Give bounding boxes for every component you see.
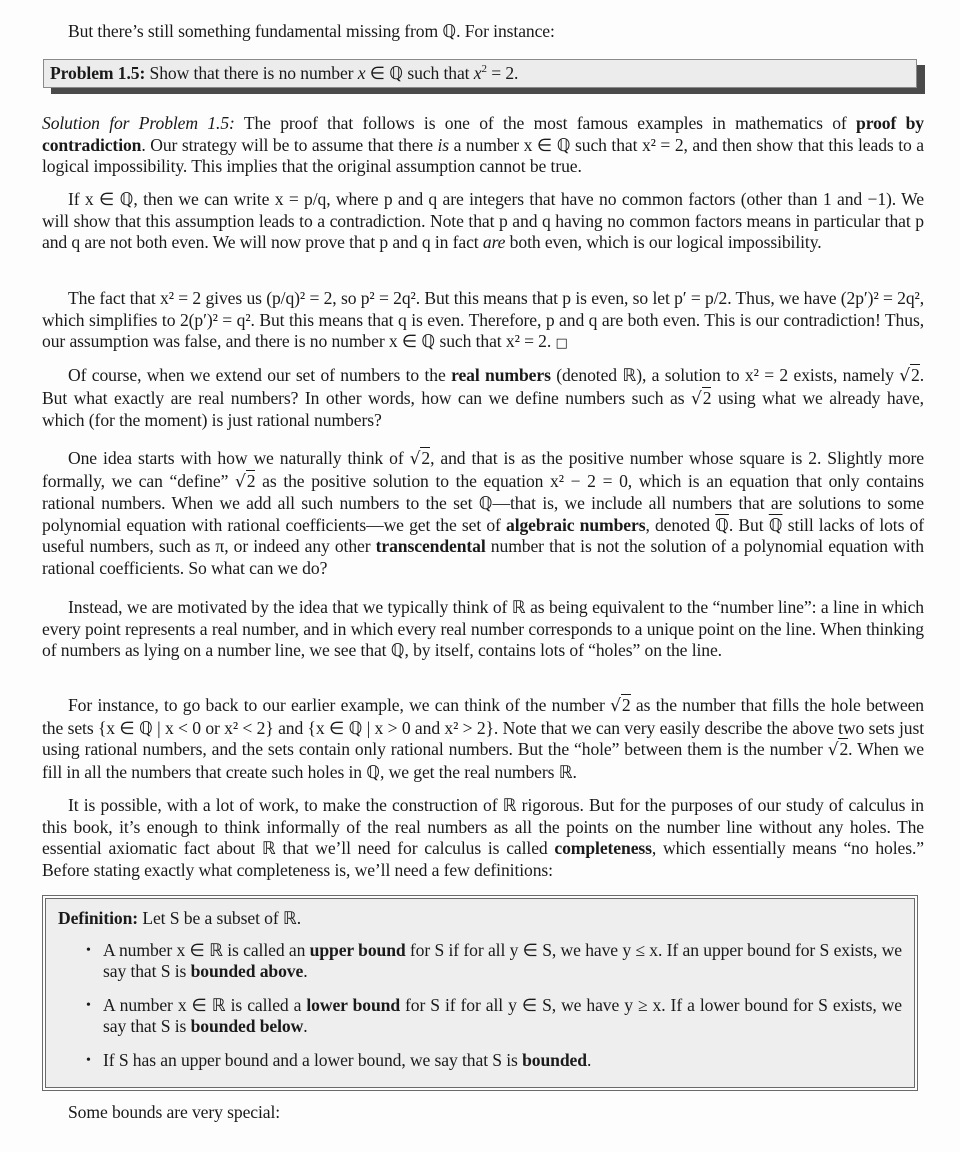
paragraph-text: still lacks of lots of useful numbers, such as π, or indeed any other: [42, 514, 924, 557]
solution-lead: Solution for Problem 1.5:: [42, 113, 235, 133]
paragraph-algebraic-numbers: [42, 448, 924, 580]
paragraph-text: both even, which is our logical impossibility.: [505, 232, 822, 253]
term-transcendental: transcendental: [375, 536, 486, 557]
bullet-icon: •: [86, 997, 91, 1013]
intro-line: But there’s still something fundamental missing from ℚ. For instance:: [68, 21, 555, 41]
radical-icon: √: [691, 388, 702, 409]
qed-square-icon: □: [555, 336, 568, 352]
definition-intro: Let S be a subset of ℝ.: [138, 908, 302, 928]
problem-exponent: 2: [481, 63, 487, 75]
term-upper-bound: upper bound: [309, 939, 406, 960]
paragraph-holes: [42, 695, 924, 783]
paragraph-number-line: Instead, we are motivated by the idea that we typically think of ℝ as being equivalent to the “number line”: a line in which every point represents a real number, and in which every real number corresponds to a unique point on the line. When thinking of numbers as lying on a number line, we see that ℚ, by itself, contains lots of “holes” on the line.: [42, 597, 924, 661]
paragraph-text: Of course, when we extend our set of numbers to the: [68, 365, 452, 385]
problem-in-q: ∈ ℚ such that: [365, 63, 474, 83]
paragraph-completeness: [42, 795, 924, 881]
emphasis-is: is: [437, 134, 450, 155]
item-text: If S has an upper bound and a lower bound, we say that S is: [103, 1049, 523, 1070]
problem-text-after: = 2.: [486, 63, 519, 83]
sqrt-2: √2: [899, 365, 920, 386]
solution-text: a number x ∈ ℚ such that x² = 2, and then show that this leads to a logical impossibility. This implies that the original assumption cannot be true.: [42, 134, 924, 177]
paragraph-text: as the positive solution to the equation x² − 2 = 0, which is an equation that only contains rational numbers. When we add all such numbers to the set ℚ—that is, we include all numbers that are solutions to some polynomial equation with rational coefficients—we get the set of: [42, 470, 924, 535]
sqrt-2: √2: [827, 739, 849, 761]
bullet-icon: •: [86, 1052, 91, 1068]
item-text: .: [586, 1049, 592, 1070]
term-completeness: completeness: [554, 838, 652, 859]
solution-paragraph: [42, 113, 924, 178]
definition-item-lower-bound: [58, 995, 902, 1038]
outro-line: Some bounds are very special:: [68, 1102, 281, 1122]
bullet-icon: •: [86, 942, 91, 958]
paragraph-text: , which essentially means “no holes.” Before stating exactly what completeness is, we’ll need a few definitions:: [42, 838, 924, 880]
paragraph-text: , and that is as the positive number whose square is 2. Slightly more formally, we can “define”: [42, 448, 924, 491]
problem-label: Problem 1.5:: [50, 63, 146, 83]
paragraph-text: It is possible, with a lot of work, to make the construction of ℝ rigorous. But for the purposes of our study of calculus in this book, it’s enough to think informally of the real numbers as all the points on the number line without any holes. The essential axiomatic fact about ℝ that we’ll need for calculus is called: [42, 795, 924, 859]
term-bounded-above: bounded above: [190, 961, 304, 982]
paragraph-text: , denoted: [645, 514, 716, 535]
radical-icon: √: [827, 740, 839, 761]
term-bounded: bounded: [522, 1049, 587, 1070]
paragraph-text: . When we fill in all the numbers that create such holes in ℚ, we get the real numbers ℝ.: [42, 739, 924, 782]
definition-label: Definition:: [58, 908, 139, 928]
definition-inner: [45, 898, 915, 1088]
item-text: A number x ∈ ℝ is called a: [103, 994, 307, 1015]
emphasis-are: are: [482, 232, 506, 253]
term-algebraic-numbers: algebraic numbers: [506, 514, 646, 535]
paragraph-text: For instance, to go back to our earlier example, we can think of the number: [68, 695, 611, 715]
item-text: .: [303, 1016, 308, 1037]
term-proof-by-contradiction: proof by contradiction: [42, 113, 924, 155]
problem-text-before: Show that there is no number: [149, 63, 358, 83]
paragraph-text: If x ∈ ℚ, then we can write x = p/q, where p and q are integers that have no common factors (other than 1 and −1). We will show that this assumption leads to a contradiction. Note that p and q having no common factors means in particular that p and q are not both even. We will now prove that p and q in fact: [42, 189, 924, 253]
paragraph-text: The fact that x² = 2 gives us (p/q)² = 2, so p² = 2q². But this means that p is even, so let p′ = p/2. Thus, we have (2p′)² = 2q², which simplifies to 2(p′)² = q². But this means that q is even. Therefore, p and q are both even. This is our contradiction! Thus, our assumption was false, and there is no number x ∈ ℚ such that x² = 2.: [42, 288, 924, 352]
definition-box: [42, 895, 918, 1091]
definition-item-bounded: [58, 1050, 902, 1072]
paragraph-text: One idea starts with how we naturally think of: [68, 448, 410, 468]
item-text: for S if for all y ∈ S, we have y ≥ x. If a lower bound for S exists, we say that S is: [103, 994, 902, 1037]
paragraph-text: as the number that fills the hole between the sets {x ∈ ℚ | x < 0 or x² < 2} and {x ∈ ℚ | x > 0 and x² > 2}. Note that we can very easily describe the above two sets just using rational numbers, and the sets contain only rational numbers. But the “hole” between them is the number: [42, 695, 924, 760]
definition-item-upper-bound: [58, 940, 902, 983]
item-text: A number x ∈ ℝ is called an: [103, 939, 310, 960]
solution-text: The proof that follows is one of the most famous examples in mathematics of: [234, 113, 857, 133]
radical-icon: √: [409, 449, 421, 469]
paragraph-text: (denoted ℝ), a solution to x² = 2 exists, namely: [550, 365, 900, 385]
paragraph-text: . But: [728, 514, 769, 535]
q-bar-symbol: ℚ: [768, 514, 783, 535]
sqrt-2: √2: [610, 695, 631, 716]
radical-icon: √: [235, 471, 246, 492]
paragraph-text: number that is not the solution of a polynomial equation with rational coefficients. So what can we do?: [42, 536, 924, 578]
sqrt-2: √2: [235, 470, 256, 492]
sqrt-2: √2: [691, 387, 712, 409]
paragraph-rational-assumption: [42, 189, 924, 254]
paragraph-text: using what we already have, which (for the moment) is just rational numbers?: [42, 387, 924, 431]
radical-icon: √: [899, 366, 910, 386]
solution-text: . Our strategy will be to assume that there: [141, 134, 438, 155]
paragraph-text: . But what exactly are real numbers? In other words, how can we define numbers such as: [42, 365, 924, 408]
item-text: for S if for all y ∈ S, we have y ≤ x. If an upper bound for S exists, we say that S is: [103, 939, 903, 982]
paragraph-proof: [42, 288, 924, 355]
paragraph-real-numbers: [42, 365, 924, 432]
radical-icon: √: [610, 696, 621, 716]
term-bounded-below: bounded below: [190, 1016, 304, 1037]
definition-heading: [58, 908, 902, 930]
term-real-numbers: real numbers: [451, 365, 551, 385]
problem-var-x: x: [357, 63, 366, 83]
problem-x2: x: [473, 63, 482, 83]
item-text: .: [303, 961, 308, 982]
problem-box: [43, 59, 917, 88]
definition-list: [58, 940, 902, 1072]
term-lower-bound: lower bound: [306, 994, 401, 1015]
sqrt-2: √2: [409, 448, 431, 469]
q-bar-symbol: ℚ: [715, 514, 729, 535]
